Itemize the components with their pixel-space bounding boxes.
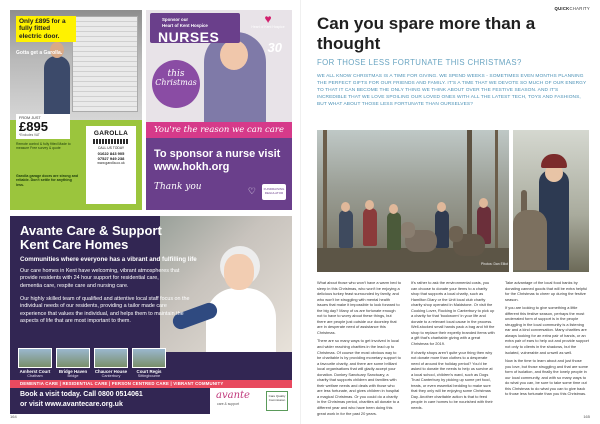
donkey-figure [513, 210, 547, 270]
garolla-price-box [16, 114, 70, 139]
avante-website-link[interactable]: or visit www.avantecare.org.uk [20, 401, 123, 408]
nurses-banner [150, 13, 240, 43]
care-home-location: Sittingbourne [137, 374, 161, 378]
article-column-2 [411, 280, 495, 416]
care-home-item[interactable] [94, 348, 128, 378]
avante-logo-box [210, 388, 292, 414]
woman-donkey-photo [513, 130, 589, 272]
man-figure [44, 56, 70, 116]
article-paragraph: There are so many ways to get involved in local and wider reaching charities in the lead up to Christmas. Of course the most obvious way to be charitable is by providing monetary support to a favourite charity, and there are some brilliant local organisations that will gladly accept your donation. Donkey Sanctuary Sanctuary, a charity that supports children and families with their welfare needs and deals with those who are less fortunate, and gives children in hospital a magical Christmas. Or you could do a charity in the Christmas period, charities all donate to a different year and who have been doing this great work in for the past 20 years. [317, 338, 401, 416]
donkey-sanctuary-photo [317, 130, 509, 272]
garolla-logo: GAROLLA [93, 130, 129, 137]
person-figure [339, 210, 353, 248]
care-home-photo [18, 348, 52, 368]
banner-line-1: Sponsor our [162, 17, 189, 22]
article-paragraph: Now is the time to learn about and just those you love, but those struggling and that are some form of isolation, and finally the lonely people in our local community, and with so many ways to do what you can, be sure to take some time out this Christmas to do what you can to give back to those less fortunate than you this Christmas. [505, 358, 589, 397]
avante-phone-cta[interactable]: Book a visit today. Call 0800 0514061 [20, 391, 143, 398]
donkey-head [401, 222, 415, 238]
person-head [479, 198, 488, 208]
article-paragraph: If charity shops aren't quite your thing then why not donate more than clothes to a desperate need of around the holiday period? You'd be asked to donate the needs to help us survive at a local school, children's ward, such as Dogs Trust Canterbury by picking up some pet food, treats, or even essential bedding to make sure that they only will be enjoying some Christmas Day. Another charitable action is that to feed people in care homes to be nourished with their needs. [411, 349, 493, 411]
care-home-item[interactable] [56, 348, 90, 378]
avante-paragraph-2: Our highly skilled team of qualified and attentive local staff focus on the individual needs of our residents, providing a tailor made care experience that values the individual, and helps them to maintain the aspects of life that are most important to them. [20, 296, 190, 324]
article-subheading: FOR THOSE LESS FORTUNATE THIS CHRISTMAS? [317, 58, 522, 67]
care-home-item[interactable] [18, 348, 52, 378]
article-paragraph: It's rather to ask the environmental costs, you can choose to donate your items to a charity shop that supports a local charity, such as Hamilton Diary or the Unit local club charity charity shop operated in Maidstone. Or visit the Cooking Lover, Rocking in Canterbury to pick up a charity for that 'bookworm' in your life and donate to a relevant local cause in the process. Well-stocked small hands pack a bag and hit the shop to replace their expertly branded items with a gift that's charitable giving with a great Christmas for 2019. [411, 280, 495, 347]
hospice-advert[interactable] [146, 10, 292, 210]
care-home-photo [94, 348, 128, 368]
cqc-badge: Care Quality Commission [266, 391, 288, 411]
price-note: *Excludes VAT [19, 133, 40, 137]
fundraising-regulator-badge: FUNDRAISING REGULATOR [262, 184, 286, 200]
garolla-contact-panel [86, 126, 136, 204]
garolla-headline: Only £895 for a fully fitted electric door. [16, 16, 76, 42]
person-head [365, 200, 374, 210]
garolla-phone-2[interactable]: 07527 949 238 [97, 155, 125, 161]
avante-logo-subtitle: care & support [217, 402, 240, 406]
avante-subtitle: Communities where everyone has a vibrant and fulfilling life [20, 256, 197, 263]
sponsor-line-1: To sponsor a nurse visit [154, 148, 281, 160]
hospice-website-link[interactable]: www.hokh.org [154, 160, 230, 173]
article-column-1 [317, 280, 401, 416]
article-paragraph: What about those who won't have a warm bed to sleep in this Christmas, who won't be enjoying a delicious turkey feast surrounded by family, and who won't be struggling with mental health issues that make it impossible to look forward to the big day? Many of us are fortunate enough not to have to worry about these things, but there are people just outside our doorstep that are in desperate need of assistance this Christmas. [317, 280, 402, 335]
circle-line-2: Christmas [155, 78, 197, 87]
article-paragraph: Take advantage of the local food banks by donating canned goods that will be extra helpful for the Christmas to cheer up during the festive season. [505, 280, 588, 302]
person-head [389, 204, 398, 214]
article-headline: Can you spare more than a thought [317, 14, 536, 53]
avante-title-line-1: Avante Care & Support [20, 223, 162, 238]
article-body [317, 280, 589, 416]
avante-advert[interactable] [10, 216, 292, 414]
heart-outline-icon: ♡ [247, 186, 256, 196]
care-home-name: Court Regis [136, 369, 162, 374]
woman-figure [206, 288, 276, 352]
article-paragraph: If you are looking to give something a little different this festive season, perhaps the most underrated form of support is in the people struggling in the local community is a listening ear and a kind conversation. Many charities are always looking for an extra pair of hands, or an extra pair of ears to help out and provide support not only to clients in the shadows, but the isolated, vulnerable and unwell as well. [505, 305, 589, 355]
care-home-photo [56, 348, 90, 368]
hospice-logo-text: Heart of Kent Hospice [251, 25, 285, 29]
garolla-bottom-text: Garolla garage doors are strong and reliable. Don't settle for anything less. [16, 174, 79, 187]
anniversary-badge: 30 [267, 40, 282, 55]
page-number: 164 [10, 414, 17, 419]
person-head [437, 202, 446, 212]
care-home-location: Canterbury [101, 374, 121, 378]
care-home-name: Bridge Haven [58, 369, 88, 374]
avante-paragraph-1: Our care homes in Kent have welcoming, vibrant atmospheres that provide residents with 24 hour support for residential care, dementia care, respite care and nursing care. [20, 268, 180, 289]
garage-door-image [72, 16, 138, 112]
article-column-3 [505, 280, 589, 416]
page-number: 165 [583, 414, 590, 419]
care-home-item[interactable] [132, 348, 166, 378]
woman-hat [541, 154, 567, 168]
person-head [341, 202, 350, 212]
hospice-tagline: You're the reason we can care [146, 122, 292, 138]
section-label [555, 6, 590, 11]
section-label-text: CHARITY [569, 6, 590, 11]
banner-line-2: Heart of Kent Hospice [162, 23, 208, 28]
garolla-advert[interactable] [10, 10, 142, 210]
person-figure [435, 210, 449, 248]
thank-you-text: Thank you [154, 182, 202, 192]
services-bar: DEMENTIA CARE | RESIDENTIAL CARE | PERSON CENTRED CARE | VIBRANT COMMUNITY [10, 380, 292, 388]
article-intro: WE ALL KNOW CHRISTMAS IS A TIME FOR GIVING. WE SPEND WEEKS - SOMETIMES EVEN MONTHS PLANNING THE PERFECT GIFTS FOR OUR FRIENDS AND FAMILY. IT'S A TIME THAT WE DEVOTE SO MUCH OF OUR ENERGY TO THAT IT CAN BECOME THE ONLY THING WE THINK ABOUT OVER THE FESTIVE SEASON. AND IT'S INCREDIBLE THAT WE LOVE SPOILING OUR LOVED ONES WITH ALL THE LATEST TECH, TOYS AND FASHIONS, BUT WHAT ABOUT THOSE LESS FORTUNATE THAN OURSELVES? [317, 74, 587, 107]
avante-logo: avante [216, 390, 250, 401]
garolla-features: Remote control & fully fitted Made to measure Free survey & quote [16, 142, 71, 151]
sponsor-call-to-action [154, 148, 280, 173]
right-page [300, 0, 600, 424]
section-label-bold: QUICK [554, 6, 570, 11]
care-home-location: Bridge [67, 374, 79, 378]
nurse-face [220, 40, 248, 70]
price-label: FROM JUST [19, 116, 41, 120]
woman-face [224, 254, 254, 290]
care-homes-list [18, 348, 166, 378]
care-home-name: Chaucer House [94, 369, 128, 374]
garolla-website[interactable]: www.garolla.co.uk [97, 160, 125, 165]
circle-line-1: this [167, 69, 185, 79]
person-figure [387, 212, 401, 250]
donkey-head [449, 226, 463, 242]
avante-title [20, 224, 190, 253]
christmas-circle [152, 60, 200, 108]
photo-caption: Photos: Dan Elliot [481, 262, 508, 266]
care-home-name: Amherst Court [19, 369, 51, 374]
price-value: £895 [19, 119, 48, 134]
care-home-photo [132, 348, 166, 368]
garolla-subline: Gotta get a Garolla. [16, 50, 63, 56]
heart-icon: ♥ [264, 12, 272, 26]
avante-title-line-2: Kent Care Homes [20, 237, 129, 253]
banner-title: NURSES [158, 29, 220, 45]
garolla-logo-bar [93, 139, 129, 144]
care-home-location: Chatham [27, 374, 43, 378]
person-figure [363, 208, 377, 246]
garolla-phone-1[interactable]: 01622 843 905 [97, 150, 125, 156]
garolla-call-label: CALL US TODAY [97, 146, 125, 150]
